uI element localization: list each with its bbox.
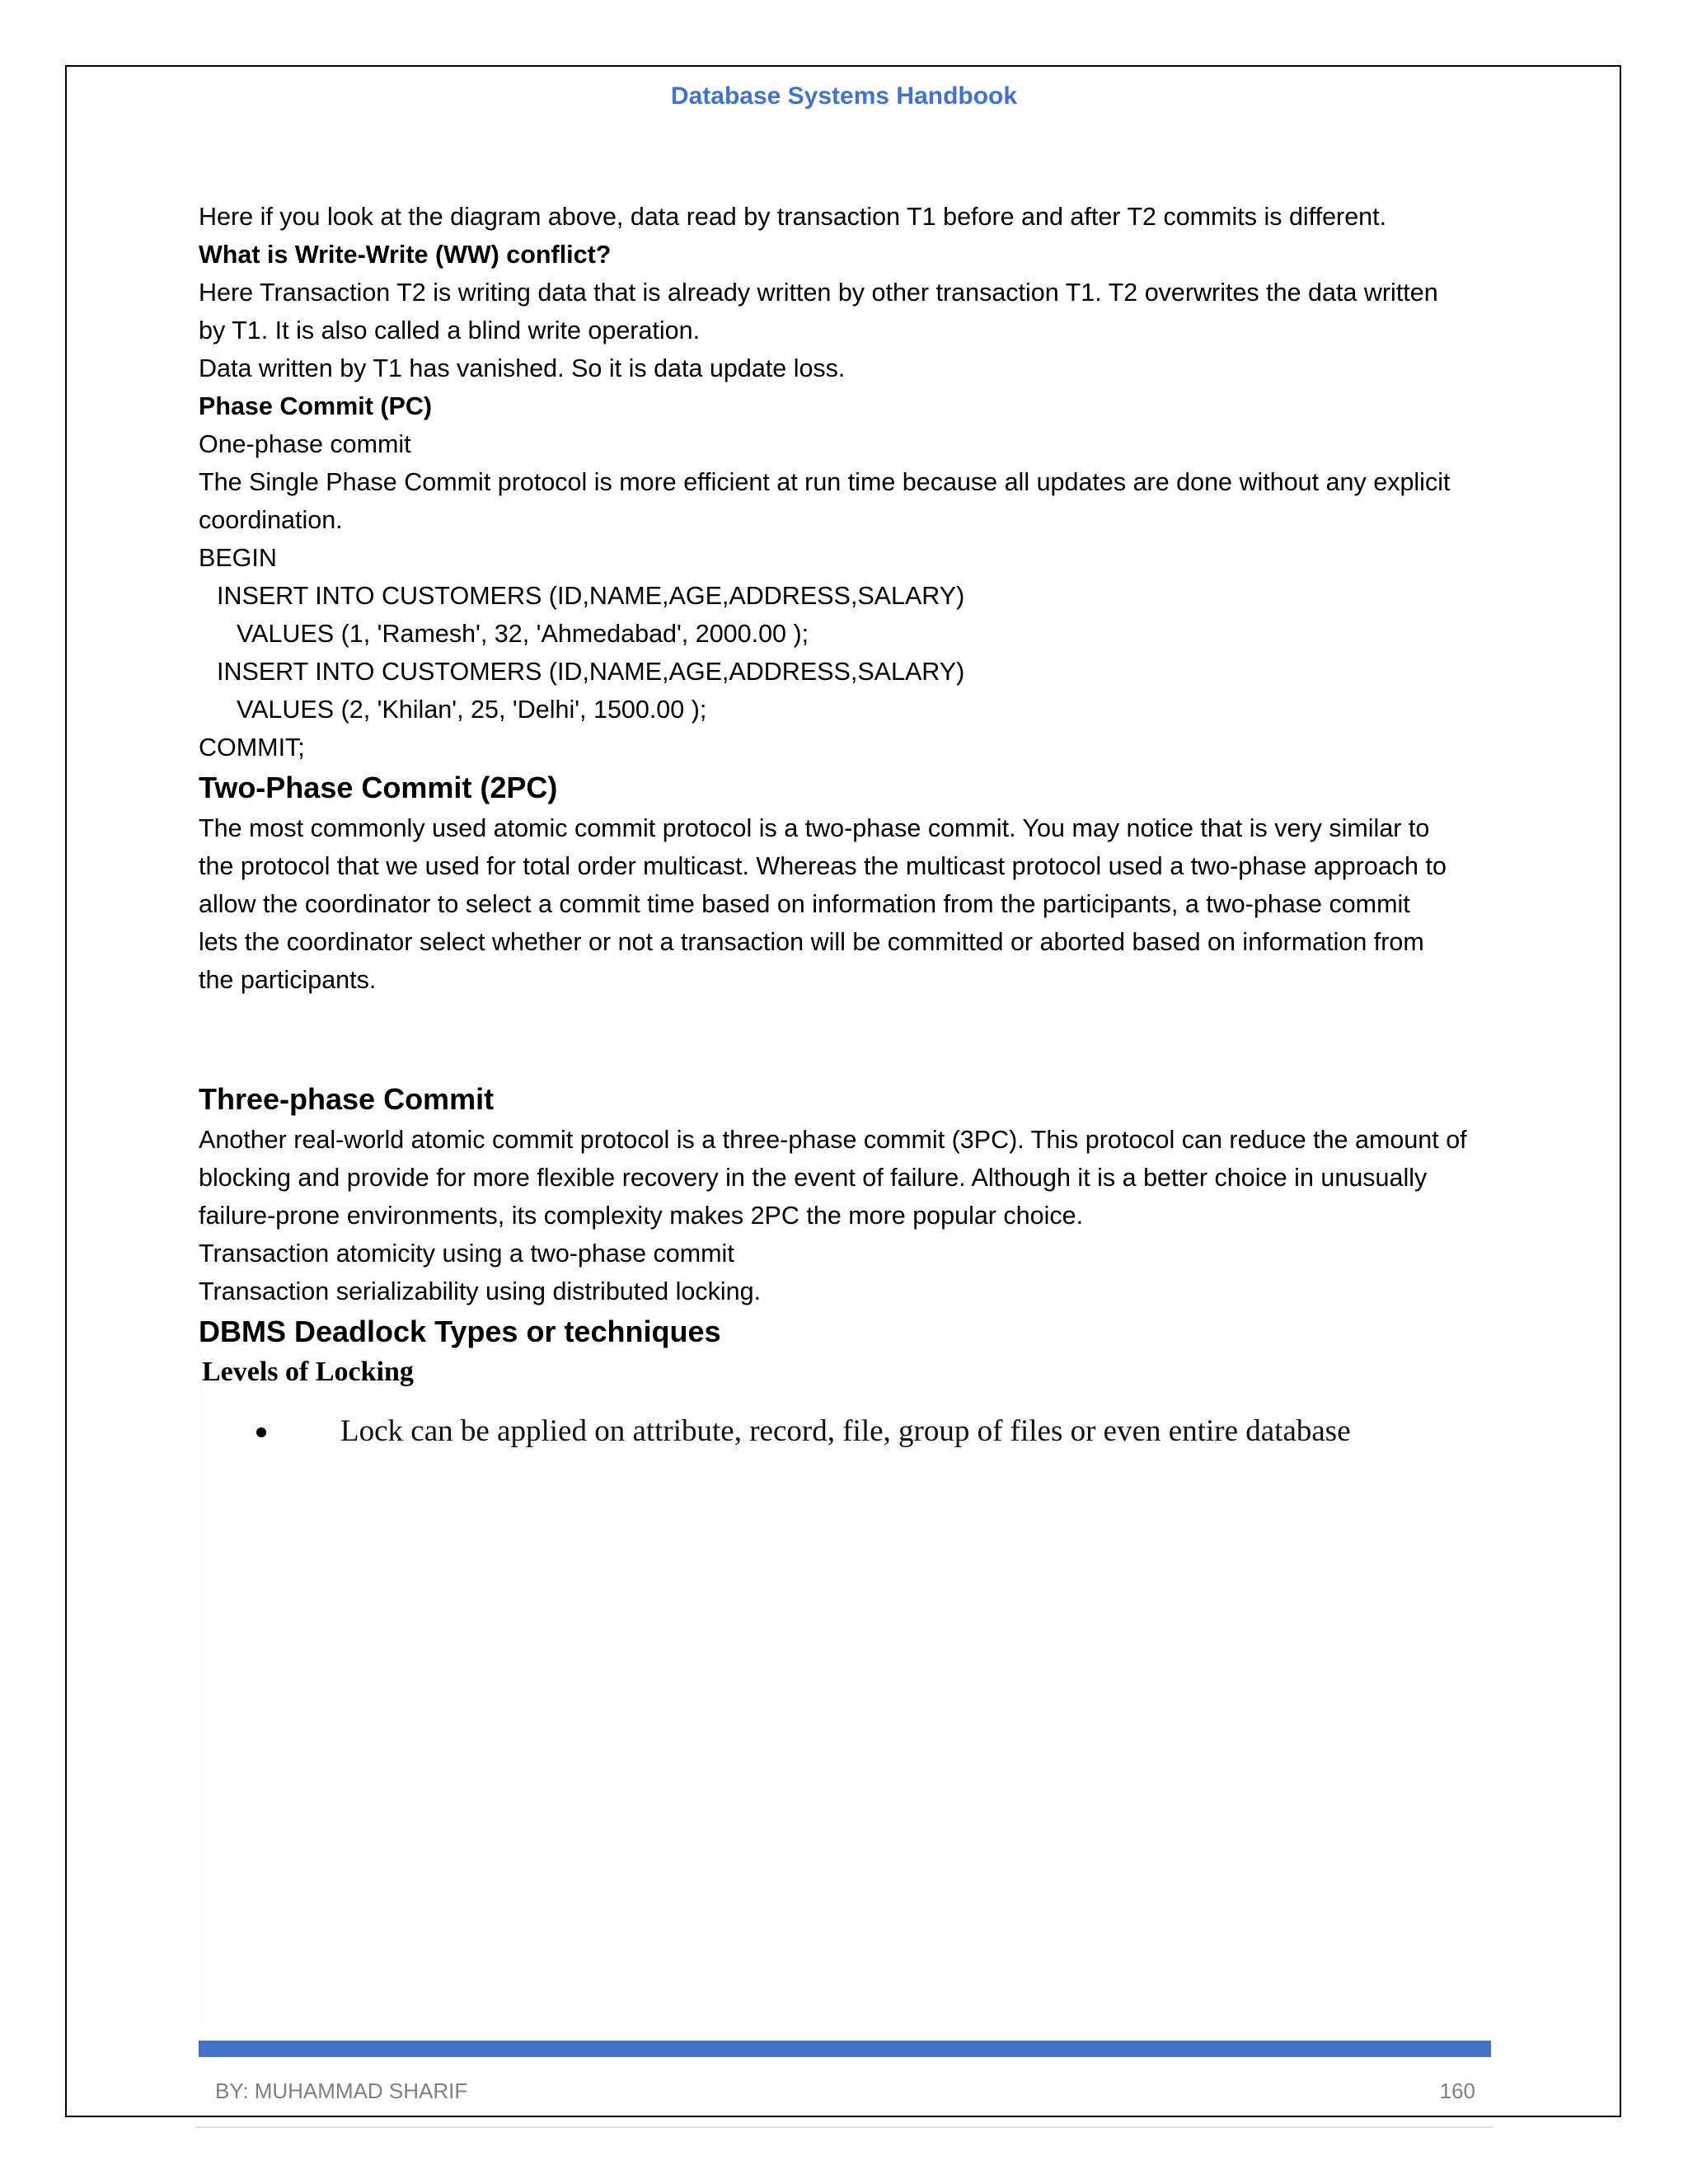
paragraph-diagram-note: Here if you look at the diagram above, data read by transaction T1 before and after T2 commits is different. (199, 203, 1387, 231)
code-values: VALUES (1, 'Ramesh', 32, 'Ahmedabad', 2000.00 ); (237, 620, 809, 648)
serializability-line: Transaction serializability using distributed locking. (199, 1277, 762, 1305)
three-phase-commit-heading: Three-phase Commit (199, 1082, 495, 1116)
ww-text-line: Here Transaction T2 is writing data that is already written by other transaction T1. T2 overwrites the data written (199, 279, 1438, 307)
atomicity-line: Transaction atomicity using a two-phase commit (199, 1240, 734, 1268)
two-phase-text-line: The most commonly used atomic commit protocol is a two-phase commit. You may notice that is very similar to (199, 814, 1430, 842)
page-body (199, 198, 1493, 1353)
two-phase-text-line: allow the coordinator to select a commit time based on information from the participants, a two-phase commit (199, 890, 1410, 918)
two-phase-text-line: the protocol that we used for total order multicast. Whereas the multicast protocol used a two-phase approach to (199, 852, 1447, 880)
two-phase-text-line: the participants. (199, 966, 377, 994)
page-number: 160 (1439, 2079, 1475, 2103)
running-header: Database Systems Handbook (670, 82, 1018, 110)
single-phase-text-line: coordination. (199, 506, 343, 534)
code-insert: INSERT INTO CUSTOMERS (ID,NAME,AGE,ADDRESS,SALARY) (217, 658, 965, 686)
two-phase-text-line: lets the coordinator select whether or not a transaction will be committed or aborted based on information from (199, 928, 1424, 956)
three-phase-text-line: blocking and provide for more flexible recovery in the event of failure. Although it is a better choice in unusually (199, 1164, 1428, 1192)
three-phase-text-line: Another real-world atomic commit protocol is a three-phase commit (3PC). This protocol can reduce the amount of (199, 1126, 1467, 1154)
code-begin: BEGIN (199, 544, 277, 572)
footer-bar (199, 2041, 1491, 2057)
code-commit: COMMIT; (199, 733, 305, 762)
code-insert: INSERT INTO CUSTOMERS (ID,NAME,AGE,ADDRESS,SALARY) (217, 582, 965, 610)
deadlock-heading: DBMS Deadlock Types or techniques (199, 1315, 721, 1348)
ww-conflict-heading: What is Write-Write (WW) conflict? (199, 241, 612, 269)
footer-author: BY: MUHAMMAD SHARIF (215, 2079, 468, 2103)
ww-text-line: by T1. It is also called a blind write operation. (199, 316, 701, 344)
levels-of-locking-heading: Levels of Locking (202, 1357, 414, 1387)
ww-text-line: Data written by T1 has vanished. So it is data update loss. (199, 354, 846, 382)
lock-bullet-text: Lock can be applied on attribute, record, file, group of files or even entire database (340, 1414, 1351, 1448)
bullet-icon (256, 1427, 266, 1437)
levels-of-locking-image (199, 1350, 1491, 2042)
bottom-divider (196, 2126, 1493, 2128)
single-phase-text-line: The Single Phase Commit protocol is more efficient at run time because all updates are done without any explicit (199, 468, 1451, 496)
one-phase-label: One-phase commit (199, 430, 411, 458)
three-phase-text-line: failure-prone environments, its complexity makes 2PC the more popular choice. (199, 1202, 1084, 1230)
phase-commit-heading: Phase Commit (PC) (199, 392, 433, 420)
section-spacer (199, 999, 1493, 1078)
code-values: VALUES (2, 'Khilan', 25, 'Delhi', 1500.00 ); (237, 696, 707, 724)
two-phase-commit-heading: Two-Phase Commit (2PC) (199, 771, 558, 804)
